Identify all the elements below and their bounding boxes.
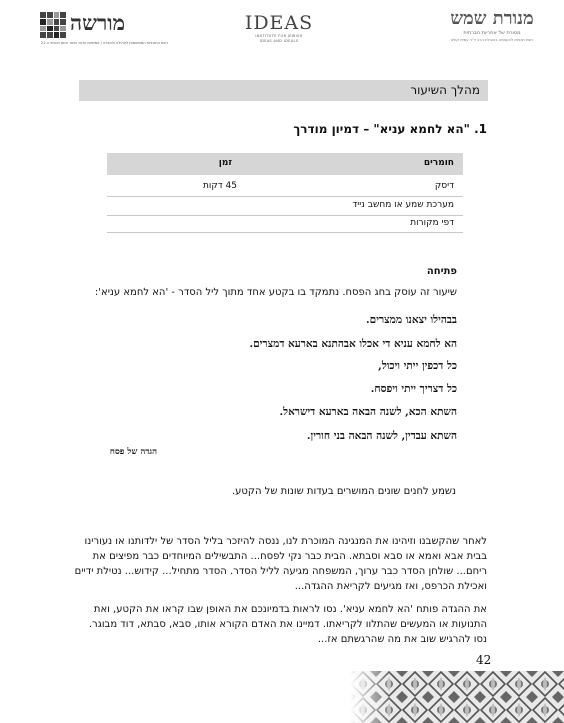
quote-line: השתא עבדין, לשנה הבאה בני חורין. <box>306 430 457 442</box>
quote-line: כל דכפין ייתי ויכול, <box>378 360 457 372</box>
ideas-logo-name: IDEAS <box>244 12 314 34</box>
material-item: מערכת שמע או מחשב נייד <box>352 200 454 210</box>
time-value: 45 דקות <box>203 181 237 191</box>
mosaic-icon <box>40 12 66 38</box>
quote-source: הגדה של פסח <box>109 447 157 457</box>
ideas-logo <box>243 12 315 52</box>
paragraph-1-line: ריחם... שולחן הסדר כבר ערוך, המשפחה מגיעה לליל הסדר. הסדר מתחיל... קידוש... נטילת ידיים <box>74 566 487 577</box>
section-title: מהלך השיעור <box>410 83 480 97</box>
table-divider <box>107 196 463 197</box>
materials-column-header: חומרים <box>423 158 454 168</box>
menorat-shemesh-logo-name: מנורת שמש <box>450 8 534 29</box>
menorat-shemesh-logo-tagline-2: רשת תכניות להעצמה בהובלת הרב ד"ר עמית קולא <box>450 37 534 42</box>
paragraph-1-line: בבית אבא ואמא או סבא וסבתא. הבית כבר נקי לפסח... התבשילים המיוחדים כבר מפיצים את <box>92 551 487 562</box>
section-title-bar <box>79 80 488 101</box>
time-column-header: זמן <box>218 158 232 168</box>
menorat-shemesh-logo-tagline-1: מסורת של אחריות חברתית <box>463 30 521 36</box>
ideas-logo-tagline-1: INSTITUTE FOR JEWISH <box>255 34 303 38</box>
menorat-shemesh-logo <box>436 8 548 48</box>
quote-line: השתא הכא, לשנה הבאה בארעא דישראל. <box>279 406 457 418</box>
materials-table-header <box>107 153 463 175</box>
decorative-pattern <box>350 671 564 723</box>
opening-title: פתיחה <box>426 266 457 277</box>
listening-note: נשמע לחנים שונים המושרים בעדות שונות של הקטע. <box>231 486 456 497</box>
page-number: 42 <box>476 653 492 667</box>
material-item: דיסק <box>434 181 454 191</box>
paragraph-1-line: לאחר שהקשבנו וזיהינו את המנגינה המוכרת לנו, ננסה להיזכר בליל הסדר של ילדותנו או נעורינו <box>84 536 487 547</box>
paragraph-2-line: את ההגדה פותח 'הא לחמא עניא'. נסו לראות בדמיונכם את האופן שבו קראו את הקטע, ואת <box>93 604 487 615</box>
table-divider <box>107 232 463 233</box>
ideas-logo-tagline-2: IDEAS AND IDEALS <box>259 38 299 43</box>
paragraph-1-line: ואכילת הכרפס, ואז מגיעים לקריאת ההגדה... <box>294 581 487 592</box>
morasha-logo-name: מורשה <box>70 10 126 35</box>
quote-line: כל דצריך ייתי ויפסח. <box>370 383 457 395</box>
lesson-heading: 1. "הא לחמא עניא" – דמיון מודרך <box>293 122 487 136</box>
paragraph-2-line: התנועות או המעשים שהתלוו לקריאתו. דמיינו את האדם הקורא אותו, סבא, סבתא, דוד מבוגר. <box>88 619 487 630</box>
quote-line: בבהילו יצאנו ממצרים. <box>366 314 457 326</box>
morasha-logo <box>40 10 168 46</box>
table-divider <box>107 215 463 216</box>
opening-intro: שיעור זה עוסק בחג הפסח. נתמקד בו בקטע אחד מתוך ליל הסדר - 'הא לחמא עניא': <box>94 287 457 298</box>
morasha-logo-tagline: רשת התוכניות המותאמות לקהילה ולחברה / אמיתיות הדוור ואזור הזמן הנוכחי ה-21 <box>40 41 168 45</box>
materials-table <box>107 153 463 233</box>
material-item: דפי מקורות <box>410 218 454 228</box>
paragraph-2-line: נסו להרגיש שוב את מה שהרגשתם אז... <box>317 634 487 645</box>
quote-line: הא לחמא עניא די אכלו אבהתנא בארעא דמצרים. <box>249 338 457 350</box>
